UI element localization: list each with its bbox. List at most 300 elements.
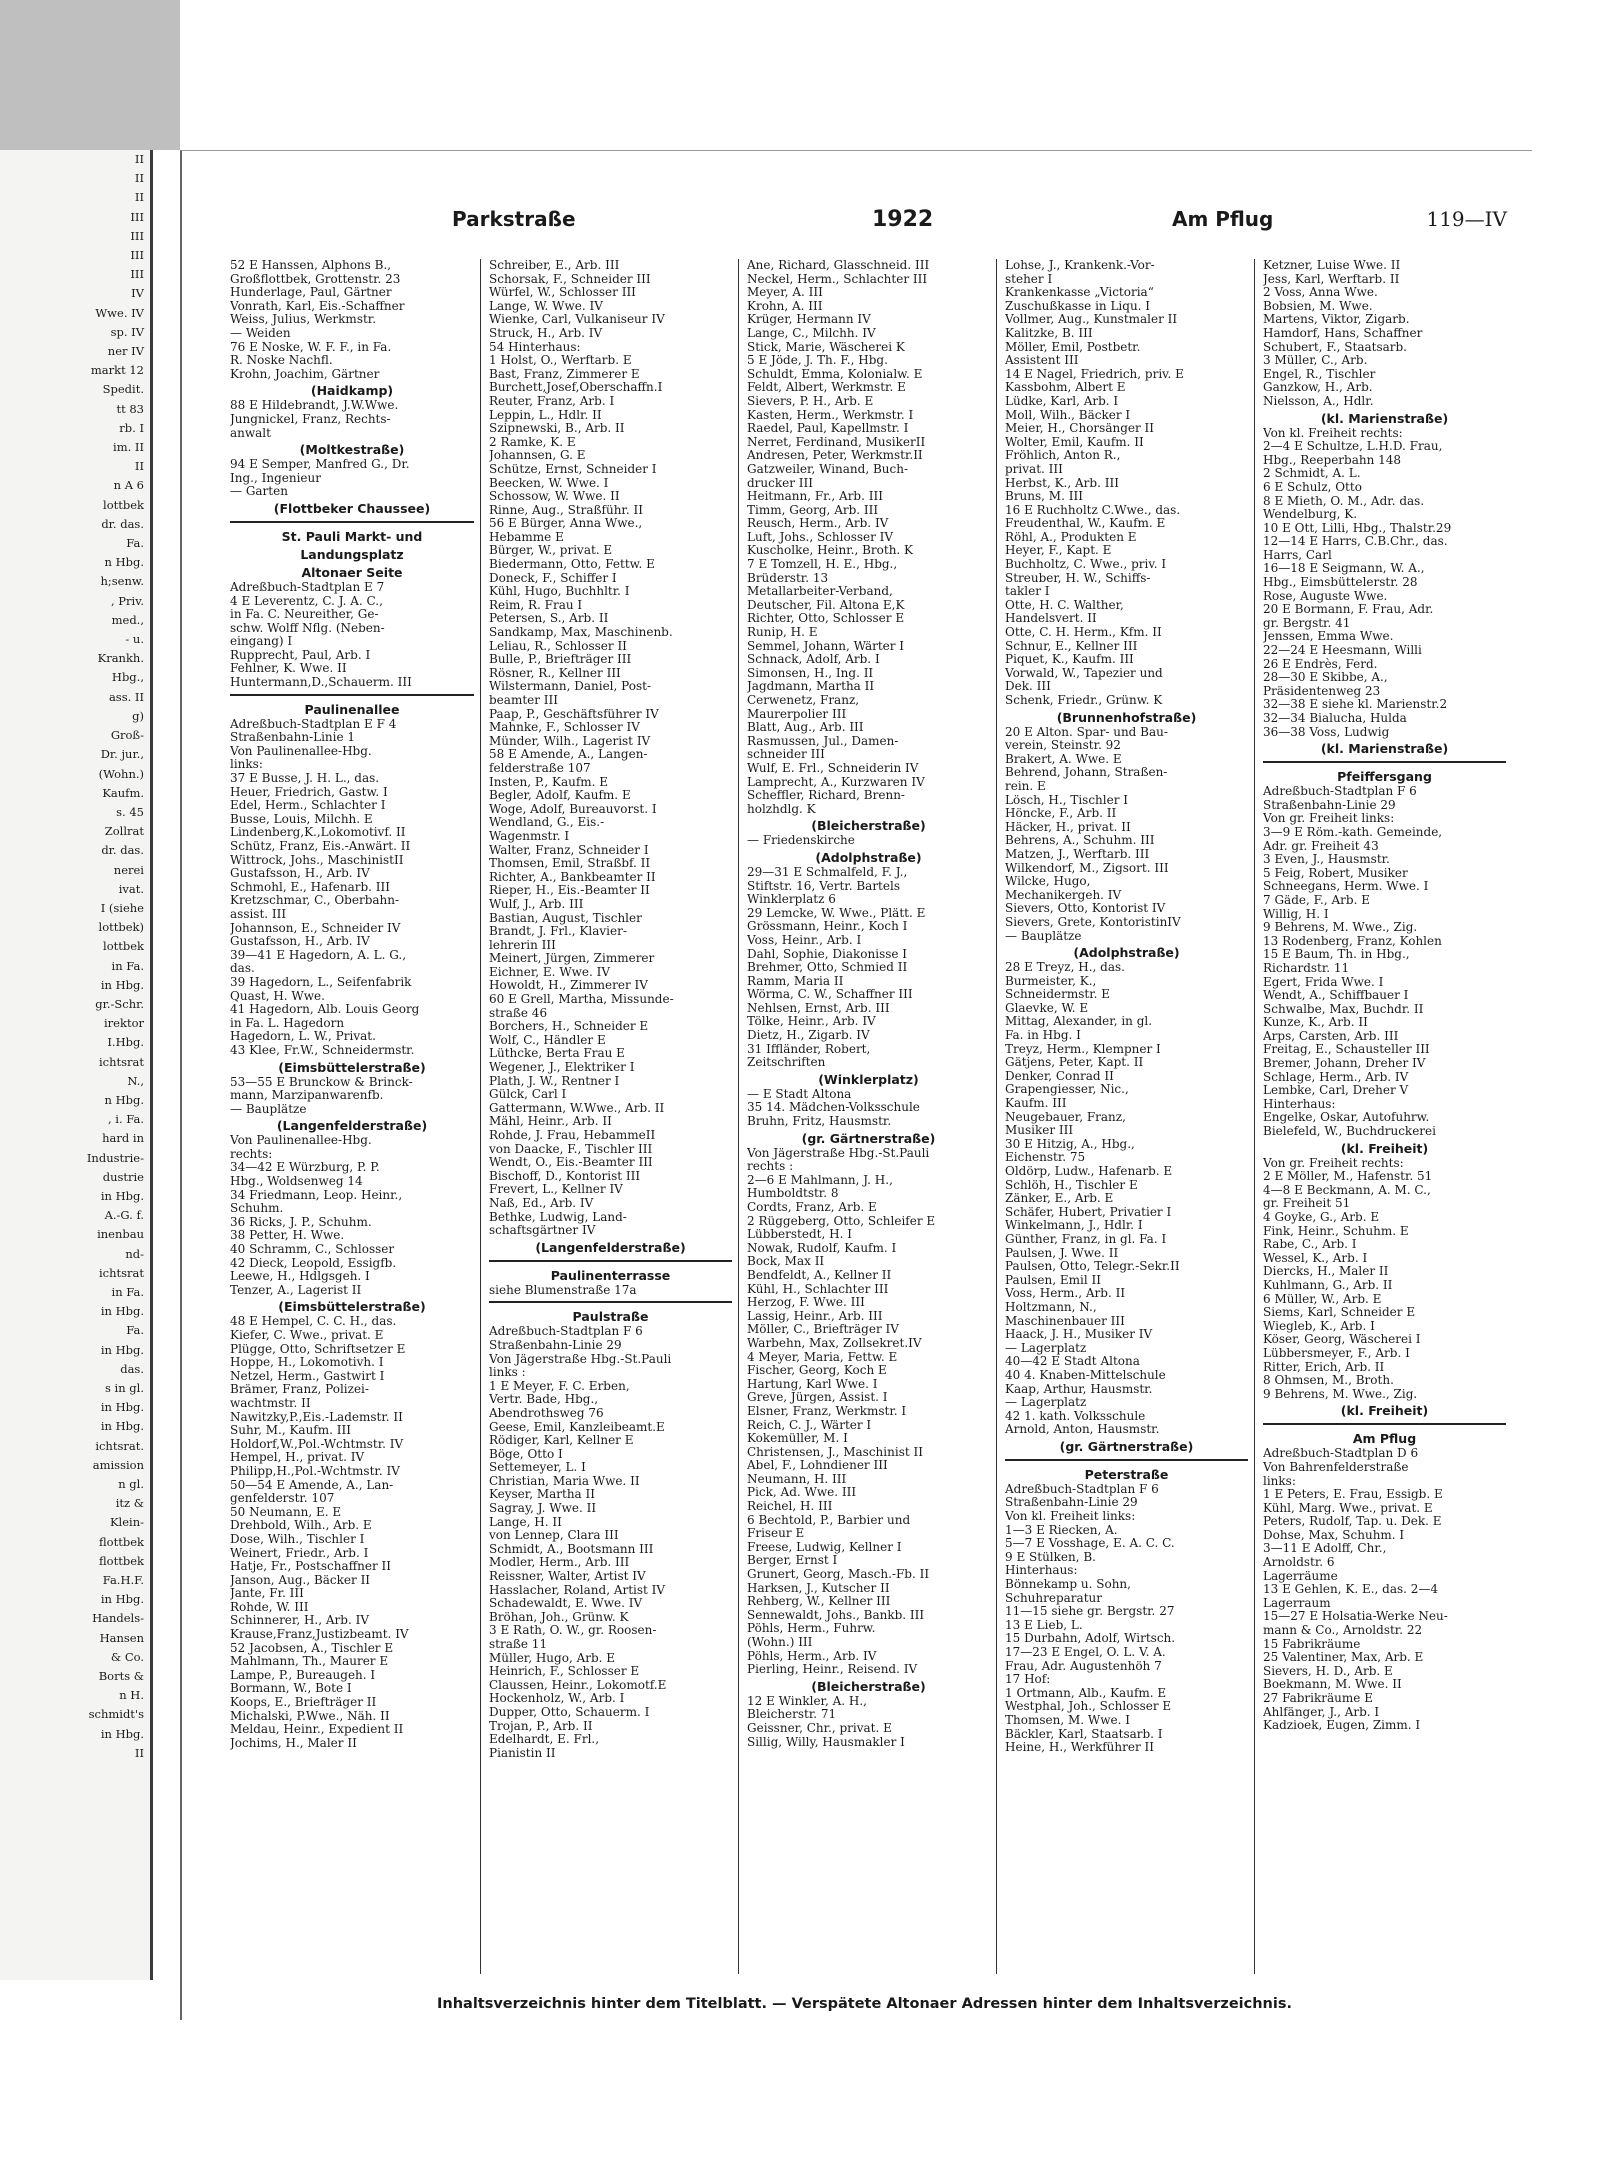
directory-entry: Richter, A., Bankbeamter II	[489, 870, 656, 884]
prev-page-fragment: & Co.	[110, 1649, 144, 1664]
section-heading: Am Pflug	[1352, 1431, 1417, 1447]
directory-entry: gr. Bergstr. 41	[1263, 616, 1351, 630]
directory-entry: Sievers, P. H., Arb. E	[747, 394, 874, 408]
directory-entry: Christensen, J., Maschinist II	[747, 1445, 923, 1459]
directory-entry: Siems, Karl, Schneider E	[1263, 1306, 1416, 1320]
section-divider	[230, 521, 474, 523]
prev-page-fragment: rb. I	[119, 420, 144, 435]
directory-entry: Günther, Franz, in gl. Fa. I	[1005, 1232, 1167, 1246]
directory-entry: Otte, C. H. Herm., Kfm. II	[1005, 626, 1162, 640]
directory-entry: 15 Durbahn, Adolf, Wirtsch.	[1005, 1632, 1176, 1646]
directory-entry: Warbehn, Max, Zollsekret.IV	[747, 1336, 922, 1350]
prev-page-fragment: Borts &	[98, 1669, 144, 1684]
prev-page-fragment: IV	[131, 286, 144, 301]
directory-entry: Wendt, A., Schiffbauer I	[1263, 989, 1409, 1003]
directory-entry: Bönnekamp u. Sohn,	[1005, 1578, 1131, 1592]
directory-entry: Zuschußkasse in Liqu. I	[1005, 299, 1151, 313]
prev-page-fragment: , i. Fa.	[107, 1112, 144, 1127]
directory-entry: Arnold, Anton, Hausmstr.	[1005, 1423, 1160, 1437]
directory-entry: Wiegleb, K., Arb. I	[1263, 1319, 1375, 1333]
section-divider	[489, 1301, 732, 1303]
directory-entry: Adreßbuch-Stadtplan E F 4	[230, 717, 397, 731]
prev-page-fragment: II	[134, 152, 144, 166]
directory-entry: Sennewaldt, Johs., Bankb. III	[747, 1608, 925, 1622]
directory-entry: Sagray, J. Wwe. II	[489, 1502, 597, 1516]
directory-entry: 7 Gäde, F., Arb. E	[1263, 893, 1370, 907]
directory-entry: drucker III	[747, 476, 814, 490]
directory-entry: Heine, H., Werkführer II	[1005, 1741, 1155, 1755]
directory-entry: Nielsson, A., Hdlr.	[1263, 394, 1374, 408]
prev-page-fragment: nerei	[113, 862, 144, 877]
section-heading: (Flottbeker Chaussee)	[273, 500, 431, 516]
prev-page-fragment: , Priv.	[110, 593, 144, 608]
section-heading: Paulstraße	[572, 1309, 649, 1325]
directory-entry: eingang) I	[230, 635, 293, 649]
section-heading: (kl. Marienstraße)	[1320, 410, 1449, 426]
directory-entry: — Friedenskirche	[747, 834, 855, 848]
directory-entry: Jenssen, Emma Wwe.	[1263, 630, 1394, 644]
directory-entry: beamter III	[489, 694, 559, 707]
directory-entry: 42 Dieck, Leopold, Essigfb.	[230, 1256, 397, 1270]
directory-entry: Jess, Karl, Werftarb. II	[1263, 272, 1400, 286]
directory-entry: links:	[1263, 1474, 1296, 1488]
directory-column-5	[1254, 259, 1512, 1974]
directory-entry: (Wohn.) III	[747, 1636, 813, 1649]
directory-entry: Johannsen, G. E	[489, 449, 586, 463]
directory-entry: Matzen, J., Werftarb. III	[1005, 847, 1150, 861]
directory-entry: Reusch, Herm., Arb. IV	[747, 517, 889, 531]
directory-entry: Hasslacher, Roland, Artist IV	[489, 1583, 666, 1597]
directory-entry: Thomsen, M. Wwe. I	[1005, 1713, 1130, 1727]
directory-entry: rechts:	[230, 1147, 273, 1161]
directory-entry: rechts :	[747, 1160, 794, 1174]
directory-entry: Simonsen, H., Ing. II	[747, 666, 874, 680]
directory-entry: Johannson, E., Schneider IV	[230, 921, 401, 935]
directory-entry: Kadzioek, Eugen, Zimm. I	[1263, 1719, 1421, 1733]
directory-entry: Krause,Franz,Justizbeamt. IV	[230, 1628, 409, 1642]
directory-entry: Wienke, Carl, Vulkaniseur IV	[489, 313, 665, 327]
directory-entry: Naß, Ed., Arb. IV	[489, 1196, 594, 1210]
directory-entry: Adreßbuch-Stadtplan D 6	[1263, 1447, 1419, 1461]
directory-entry: anwalt	[230, 426, 271, 440]
directory-entry: wachtmstr. II	[230, 1396, 311, 1410]
prev-page-fragment: in Hbg.	[100, 1726, 144, 1741]
directory-entry: Buchholtz, C. Wwe., priv. I	[1005, 558, 1167, 572]
directory-entry: 39—41 E Hagedorn, A. L. G.,	[230, 948, 407, 962]
directory-entry: Möller, Emil, Postbetr.	[1005, 340, 1141, 354]
directory-entry: 1 Holst, O., Werftarb. E	[489, 354, 632, 368]
directory-entry: Kuhlmann, G., Arb. II	[1263, 1278, 1393, 1292]
directory-entry: Pianistin II	[489, 1746, 556, 1760]
directory-entry: Boekmann, M. Wwe. II	[1263, 1678, 1402, 1692]
directory-column-3	[738, 259, 996, 1974]
directory-entry: 94 E Semper, Manfred G., Dr.	[230, 458, 410, 472]
prev-page-fragment: I.Hbg.	[107, 1035, 144, 1050]
directory-entry: 3 Even, J., Hausmstr.	[1263, 853, 1390, 867]
directory-entry: Tenzer, A., Lagerist II	[230, 1283, 362, 1297]
prev-page-fragment: II	[134, 459, 144, 474]
directory-entry: Musiker III	[1005, 1124, 1074, 1138]
directory-entry: 2 Rüggeberg, Otto, Schleifer E	[747, 1214, 936, 1228]
directory-entry: 10 E Ott, Lilli, Hbg., Thalstr.29	[1263, 521, 1452, 535]
directory-entry: 3 E Rath, O. W., gr. Roosen-	[489, 1624, 657, 1638]
directory-entry: Hinterhaus:	[1263, 1097, 1336, 1111]
directory-entry: Wessel, K., Arb. I	[1263, 1251, 1368, 1265]
prev-page-fragment: II	[134, 190, 144, 205]
directory-entry: Luft, Johs., Schlosser IV	[747, 530, 894, 544]
directory-entry: 25 Valentiner, Max, Arb. E	[1263, 1651, 1424, 1665]
directory-entry: Szipnewski, B., Arb. II	[489, 422, 625, 436]
directory-entry: Bulle, P., Briefträger III	[489, 653, 632, 667]
section-heading: (gr. Gärtnerstraße)	[1059, 1438, 1194, 1454]
directory-entry: 3 Müller, C., Arb.	[1263, 354, 1368, 368]
directory-entry: Maurerpolier III	[747, 707, 847, 721]
directory-entry: Bast, Franz, Zimmerer E	[489, 367, 640, 381]
directory-entry: Von gr. Freiheit links:	[1263, 812, 1395, 826]
prev-page-fragment: Fa.	[126, 536, 144, 551]
directory-entry: Ketzner, Luise Wwe. II	[1263, 259, 1401, 272]
prev-page-fragment: n gl.	[118, 1477, 144, 1492]
directory-entry: 88 E Hildebrandt, J.W.Wwe.	[230, 399, 399, 413]
prev-page-fragment: Zollrat	[104, 824, 144, 839]
directory-entry: Ramm, Maria II	[747, 974, 844, 988]
directory-entry: Großflottbek, Grottenstr. 23	[230, 272, 401, 286]
prev-page-fragment: hard in	[102, 1131, 144, 1146]
directory-entry: Brüderstr. 13	[747, 571, 829, 585]
directory-entry: Weinert, Friedr., Arb. I	[230, 1546, 369, 1560]
directory-entry: Straßenbahn-Linie 29	[1005, 1496, 1138, 1510]
prev-page-fragment: in Hbg.	[100, 1304, 144, 1319]
directory-entry: 15 E Baum, Th. in Hbg.,	[1263, 948, 1410, 962]
directory-entry: Leewe, H., Hdlgsgeh. I	[230, 1270, 370, 1284]
directory-entry: Behrens, A., Schuhm. III	[1005, 834, 1155, 848]
directory-entry: Leppin, L., Hdlr. II	[489, 408, 602, 422]
directory-entry: Ritter, Erich, Arb. II	[1263, 1360, 1385, 1374]
directory-entry: Lohse, J., Krankenk.-Vor-	[1005, 259, 1155, 272]
directory-entry: von Lennep, Clara III	[489, 1529, 619, 1543]
prev-page-fragment: in Hbg.	[100, 1592, 144, 1607]
directory-entry: Freudenthal, W., Kaufm. E	[1005, 517, 1166, 531]
section-divider	[1263, 761, 1506, 763]
directory-entry: Bendfeldt, A., Kellner II	[747, 1268, 892, 1282]
directory-entry: Lagerräume	[1263, 1569, 1338, 1583]
directory-entry: Kaap, Arthur, Hausmstr.	[1005, 1382, 1153, 1396]
directory-entry: 29—31 E Schmalfeld, F. J.,	[747, 865, 908, 879]
directory-entry: 40 4. Knaben-Mittelschule	[1005, 1368, 1166, 1382]
directory-entry: Bastian, August, Tischler	[489, 911, 642, 925]
directory-entry: felderstraße 107	[489, 761, 591, 775]
directory-entry: Insten, P., Kaufm. E	[489, 775, 609, 789]
directory-entry: Harksen, J., Kutscher II	[747, 1581, 890, 1595]
directory-entry: Denker, Conrad II	[1005, 1069, 1114, 1083]
directory-entry: Richardstr. 11	[1263, 961, 1350, 975]
directory-entry: Suhr, M., Kaufm. III	[230, 1424, 351, 1438]
prev-page-fragment: flottbek	[99, 1553, 144, 1568]
directory-entry: Borchers, H., Schneider E	[489, 1020, 649, 1034]
directory-entry: Bröhan, Joh., Grünw. K	[489, 1610, 629, 1624]
directory-entry: Sievers, Otto, Kontorist IV	[1005, 902, 1166, 916]
directory-entry: Krankenkasse „Victoria“	[1005, 286, 1154, 300]
directory-entry: Münder, Wilh., Lagerist IV	[489, 734, 651, 748]
directory-entry: Herzog, F. Wwe. III	[747, 1296, 865, 1310]
directory-entry: mann, Marzipanwarenfb.	[230, 1089, 384, 1103]
directory-entry: Lamprecht, A., Kurzwaren IV	[747, 775, 925, 789]
directory-entry: — Bauplätze	[230, 1102, 307, 1116]
prev-page-fragment: I (siehe	[100, 900, 144, 915]
directory-entry: Krohn, Joachim, Gärtner	[230, 367, 380, 381]
directory-entry: Raedel, Paul, Kapellmstr. I	[747, 422, 909, 436]
directory-entry: Schreiber, E., Arb. III	[489, 259, 620, 272]
directory-entry: Hempel, H., privat. IV	[230, 1451, 365, 1465]
directory-entry: Von kl. Freiheit rechts:	[1263, 426, 1403, 440]
directory-entry: Adr. gr. Freiheit 43	[1263, 839, 1379, 853]
directory-entry: Piquet, K., Kaufm. III	[1005, 653, 1134, 667]
directory-entry: 36—38 Voss, Ludwig	[1263, 725, 1390, 739]
directory-entry: mann & Co., Arnoldstr. 22	[1263, 1624, 1423, 1638]
directory-entry: 34 Friedmann, Leop. Heinr.,	[230, 1188, 403, 1202]
directory-entry: Fink, Heinr., Schuhm. E	[1263, 1224, 1409, 1238]
directory-entry: Möller, C., Briefträger IV	[747, 1323, 899, 1337]
prev-page-fragment: ass. II	[108, 689, 144, 704]
directory-entry: Schadewaldt, E. Wwe. IV	[489, 1597, 643, 1611]
prev-page-fragment: n Hbg.	[104, 555, 144, 570]
directory-entry: Schorsak, F., Schneider III	[489, 272, 651, 286]
directory-entry: Wegener, J., Elektriker I	[489, 1061, 635, 1075]
directory-entry: — Lagerplatz	[1005, 1396, 1087, 1410]
directory-entry: Kiefer, C. Wwe., privat. E	[230, 1329, 384, 1342]
directory-entry: 52 E Hanssen, Alphons B.,	[230, 259, 392, 272]
directory-entry: 37 E Busse, J. H. L., das.	[230, 772, 380, 786]
directory-entry: 36 Ricks, J. P., Schuhm.	[230, 1215, 372, 1229]
section-divider	[489, 1260, 732, 1262]
directory-entry: Holdorf,W.,Pol.-Wchtmstr. IV	[230, 1437, 404, 1451]
directory-entry: Winklerplatz 6	[747, 893, 836, 907]
directory-entry: Brehmer, Otto, Schmied II	[747, 961, 908, 975]
directory-entry: Busse, Louis, Milchh. E	[230, 812, 373, 826]
prev-page-fragment: ichtsrat	[98, 1265, 144, 1280]
directory-entry: Mittag, Alexander, in gl.	[1005, 1015, 1153, 1029]
directory-column-1	[222, 259, 480, 1974]
prev-page-fragment: III	[130, 267, 144, 282]
directory-entry: Burchett,Josef,Oberschaffn.I	[489, 381, 663, 395]
prev-page-fragment: lottbek)	[98, 920, 144, 935]
directory-entry: 42 1. kath. Volksschule	[1005, 1409, 1146, 1423]
directory-entry: 32—34 Bialucha, Hulda	[1263, 712, 1407, 725]
directory-entry: rein. E	[1005, 779, 1046, 793]
directory-entry: Modler, Herm., Arb. III	[489, 1556, 630, 1570]
directory-entry: Rinne, Aug., Straßführ. II	[489, 503, 643, 517]
directory-entry: Humboldtstr. 8	[747, 1187, 839, 1201]
directory-entry: 9 Behrens, M. Wwe., Zig.	[1263, 1387, 1418, 1401]
prev-page-fragment: II	[134, 171, 144, 186]
section-heading: (Adolphstraße)	[1073, 945, 1180, 961]
prev-page-fragment: Klein-	[109, 1515, 144, 1530]
directory-entry: schneider III	[747, 748, 825, 762]
directory-entry: Engel, R., Tischler	[1263, 367, 1376, 381]
directory-entry: Moll, Wilh., Bäcker I	[1005, 408, 1131, 422]
directory-entry: Dietz, H., Zigarb. IV	[747, 1029, 870, 1043]
directory-entry: 13 E Gehlen, K. E., das. 2—4	[1263, 1583, 1439, 1597]
prev-page-fragment: in Hbg.	[100, 1419, 144, 1434]
directory-entry: Schuhreparatur	[1005, 1591, 1102, 1605]
directory-entry: Höncke, F., Arb. II	[1005, 807, 1117, 821]
directory-entry: Maschinenbauer III	[1005, 1314, 1125, 1328]
prev-page-fragment: itz &	[115, 1496, 144, 1511]
directory-entry: Runip, H. E	[747, 626, 818, 640]
directory-entry: 20 E Alton. Spar- und Bau-	[1005, 725, 1168, 739]
prev-page-fragment: n Hbg.	[104, 1092, 144, 1107]
directory-entry: Blatt, Aug., Arb. III	[747, 721, 864, 735]
directory-entry: Schuhm.	[230, 1202, 284, 1216]
directory-entry: Plath, J. W., Rentner I	[489, 1074, 620, 1088]
directory-entry: Paulsen, Emil II	[1005, 1273, 1101, 1287]
directory-entry: 11—15 siehe gr. Bergstr. 27	[1005, 1605, 1175, 1619]
directory-entry: Neugebauer, Franz,	[1005, 1110, 1126, 1124]
directory-entry: Wörma, C. W., Schaffner III	[747, 988, 913, 1002]
directory-entry: Wolter, Emil, Kaufm. II	[1005, 435, 1144, 449]
directory-entry: Bruhn, Fritz, Hausmstr.	[747, 1115, 892, 1129]
directory-entry: Neckel, Herm., Schlachter III	[747, 272, 928, 286]
directory-entry: Adreßbuch-Stadtplan F 6	[1005, 1482, 1159, 1496]
directory-entry: Bleicherstr. 71	[747, 1708, 837, 1722]
directory-entry: Kassbohm, Albert E	[1005, 381, 1126, 395]
directory-entry: — Lagerplatz	[1005, 1341, 1087, 1355]
directory-entry: schw. Wolff Nflg. (Neben-	[230, 621, 385, 635]
directory-entry: Huntermann,D.,Schauerm. III	[230, 676, 412, 690]
directory-entry: Jungnickel, Franz, Rechts-	[230, 412, 391, 426]
directory-entry: Lange, C., Milchh. IV	[747, 326, 876, 340]
directory-entry: Vollmer, Aug., Kunstmaler II	[1005, 313, 1178, 327]
section-heading: (kl. Freiheit)	[1340, 1140, 1429, 1156]
directory-entry: Paulsen, Otto, Telegr.-Sekr.II	[1005, 1260, 1180, 1274]
directory-entry: Friseur E	[747, 1527, 805, 1541]
prev-page-fragment: N.,	[127, 1073, 144, 1088]
directory-entry: Lüdke, Karl, Arb. I	[1005, 394, 1119, 408]
directory-entry: Hagedorn, L. W., Privat.	[230, 1030, 376, 1044]
directory-entry: Schossow, W. Wwe. II	[489, 490, 620, 504]
directory-entry: 31 Iffländer, Robert,	[747, 1042, 871, 1056]
running-head-year: 1922	[872, 207, 934, 232]
section-heading: (Adolphstraße)	[815, 849, 922, 865]
directory-entry: Timm, Georg, Arb. III	[747, 503, 879, 517]
prev-page-fragment: II	[134, 1745, 144, 1760]
directory-entry: Assistent III	[1005, 354, 1079, 368]
prev-page-fragment: Kaufm.	[102, 785, 144, 800]
directory-entry: Schnur, E., Kellner III	[1005, 639, 1138, 653]
section-heading: (Moltkestraße)	[299, 442, 405, 458]
directory-entry: Voss, Heinr., Arb. I	[747, 933, 862, 947]
previous-page-edge	[0, 150, 153, 1980]
directory-entry: Hebamme E	[489, 530, 564, 544]
directory-entry: Cordts, Franz, Arb. E	[747, 1201, 877, 1214]
prev-page-fragment: lottbek	[103, 939, 144, 954]
directory-entry: Kalitzke, B. III	[1005, 326, 1093, 340]
prev-page-fragment: Groß-	[110, 728, 144, 743]
directory-entry: 15 Fabrikräume	[1263, 1637, 1361, 1651]
prev-page-fragment: markt 12	[90, 363, 144, 378]
directory-entry: Schneegans, Herm. Wwe. I	[1263, 880, 1429, 894]
directory-entry: Fa. in Hbg. I	[1005, 1029, 1081, 1043]
directory-entry: Gatzweiler, Winand, Buch-	[747, 462, 909, 476]
directory-entry: Müller, Hugo, Arb. E	[489, 1651, 616, 1665]
directory-entry: 15—27 E Holsatia-Werke Neu-	[1263, 1610, 1448, 1624]
directory-entry: takler I	[1005, 585, 1050, 599]
page-number: 119—IV	[1426, 207, 1507, 231]
prev-page-fragment: g)	[132, 708, 144, 723]
directory-entry: 7 E Tomzell, H. E., Hbg.,	[747, 558, 898, 572]
section-heading: Paulinenallee	[304, 701, 400, 717]
section-heading: (Eimsbüttelerstraße)	[278, 1299, 426, 1315]
directory-entry: — E Stadt Altona	[747, 1087, 852, 1101]
directory-entry: assist. III	[230, 907, 287, 921]
directory-entry: Nerret, Ferdinand, MusikerII	[747, 435, 926, 449]
directory-entry: 16—18 E Seigmann, W. A.,	[1263, 562, 1425, 576]
prev-page-fragment: flottbek	[99, 1534, 144, 1549]
directory-entry: 50 Neumann, E. E	[230, 1505, 342, 1519]
directory-entry: Schütze, Ernst, Schneider I	[489, 462, 657, 476]
directory-entry: Feldt, Albert, Werkmstr. E	[747, 381, 906, 395]
directory-entry: Sievers, Grete, KontoristinIV	[1005, 915, 1181, 929]
directory-entry: Adreßbuch-Stadtplan F 6	[1263, 785, 1417, 799]
directory-entry: Geese, Emil, Kanzleibeamt.E	[489, 1420, 665, 1434]
directory-entry: Philipp,H.,Pol.-Wchtmstr. IV	[230, 1464, 400, 1478]
directory-entry: 54 Hinterhaus:	[489, 340, 581, 354]
directory-entry: Freitag, E., Schausteller III	[1263, 1043, 1430, 1057]
directory-entry: Nawitzky,P.,Eis.-Lademstr. II	[230, 1410, 403, 1424]
directory-entry: Sillig, Willy, Hausmakler I	[747, 1735, 905, 1749]
directory-entry: Schinnerer, H., Arb. IV	[230, 1614, 369, 1628]
directory-entry: Arnoldstr. 6	[1263, 1556, 1335, 1570]
directory-entry: 48 E Hempel, C. C. H., das.	[230, 1315, 397, 1329]
directory-entry: Berger, Ernst I	[747, 1554, 838, 1568]
directory-entry: Hbg., Eimsbüttelerstr. 28	[1263, 576, 1418, 590]
directory-entry: Mahnke, F., Schlosser IV	[489, 721, 640, 735]
directory-entry: Reim, R. Frau I	[489, 598, 583, 612]
directory-entry: Settemeyer, L. I	[489, 1461, 586, 1475]
directory-entry: Christian, Maria Wwe. II	[489, 1474, 640, 1488]
directory-entry: in Fa. L. Hagedorn	[230, 1016, 345, 1030]
directory-entry: Howoldt, H., Zimmerer IV	[489, 979, 648, 993]
directory-entry: Burmeister, K.,	[1005, 974, 1097, 988]
directory-entry: Schäfer, Hubert, Privatier I	[1005, 1205, 1172, 1219]
section-heading: (Langenfelderstraße)	[535, 1239, 686, 1255]
directory-entry: Drehbold, Wilh., Arb. E	[230, 1519, 372, 1533]
directory-entry: Präsidentenweg 23	[1263, 684, 1381, 698]
directory-entry: 2—6 E Mahlmann, J. H.,	[747, 1173, 893, 1187]
directory-entry: Wendelburg, K.	[1263, 508, 1358, 522]
directory-entry: Rose, Auguste Wwe.	[1263, 589, 1388, 603]
directory-entry: 27 Fabrikräume E	[1263, 1692, 1373, 1705]
directory-entry: 6 Müller, W., Arb. E	[1263, 1292, 1382, 1306]
directory-entry: 9 E Stülken, B.	[1005, 1550, 1096, 1564]
directory-entry: Netzel, Herm., Gastwirt I	[230, 1369, 385, 1383]
section-divider	[1005, 1459, 1248, 1461]
section-heading: Altonaer Seite	[301, 564, 403, 580]
directory-entry: Adreßbuch-Stadtplan F 6	[489, 1325, 643, 1339]
directory-entry: Von Jägerstraße Hbg.-St.Pauli	[747, 1146, 930, 1160]
directory-entry: Engelke, Oskar, Autofuhrw.	[1263, 1111, 1430, 1125]
prev-page-fragment: Krankh.	[97, 651, 144, 666]
directory-entry: 53—55 E Brunckow & Brinck-	[230, 1075, 413, 1089]
directory-entry: Heinrich, F., Schlosser E	[489, 1665, 640, 1679]
directory-entry: 3—11 E Adolff, Chr.,	[1263, 1542, 1387, 1556]
prev-page-fragment: Hansen	[99, 1630, 144, 1645]
directory-entry: Lange, W. Wwe. IV	[489, 299, 603, 313]
prev-page-fragment: med.,	[111, 612, 144, 627]
directory-entry: Egert, Frida Wwe. I	[1263, 975, 1384, 989]
directory-entry: Diercks, H., Maler II	[1263, 1265, 1389, 1279]
directory-entry: Rieper, H., Eis.-Beamter II	[489, 884, 650, 898]
